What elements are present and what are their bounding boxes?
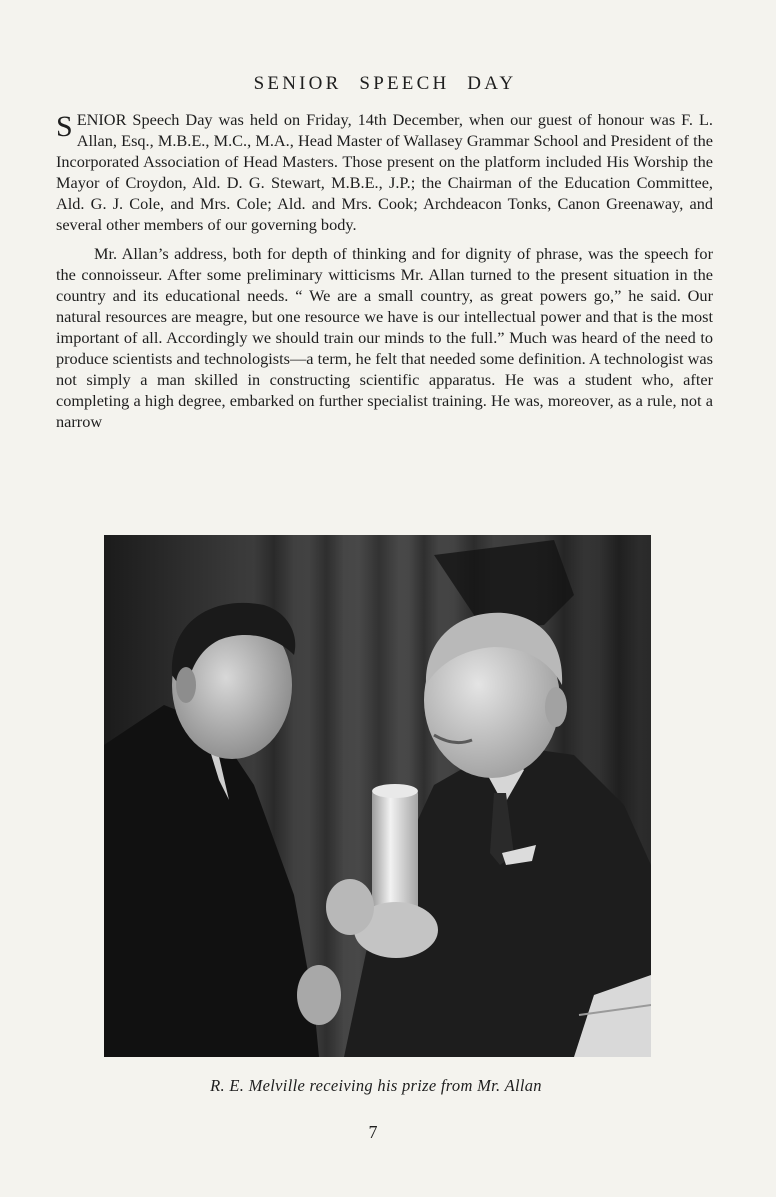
page-number: 7 [368,1122,378,1142]
paragraph-1-text: Speech Day was held on Friday, 14th December, when our guest of honour was F. L. Allan, Esq., M.B.E., M.C., M.A., Head Master of Wallasey Grammar School and President of the Incorporated Association of Head Masters. Those present on the platform included His Worship the Mayor of Croydon, Ald. D. G. Stewart, M.B.E., J.P.; the Chairman of the Education Committee, Ald. G. J. Cole, and Mrs. Cole; Ald. and Mrs. Cook; Archdeacon Tonks, Canon Greenaway, and several other members of our governing body. [56,110,713,234]
prize-photograph [104,535,651,1057]
paragraph-1 [56,110,713,235]
photo-caption: R. E. Melville receiving his prize from Mr. Allan [210,1076,542,1095]
paragraph-2: Mr. Allan’s address, both for depth of thinking and for dignity of phrase, was the speech for the connoisseur. After some preliminary witticisms Mr. Allan turned to the present situation in the country and its educational needs. “ We are a small country, as great powers go,” he said. Our natural resources are meagre, but one resource we have is our intellectual power and that is the most important of all. Accordingly we should train our minds to the full.” Much was heard of the need to produce scientists and technologists—a term, he felt that needed some definition. A technologist was not simply a man skilled in constructing scientific apparatus. He was a student who, after completing a high degree, embarked on further specialist training. He was, moreover, as a rule, not a narrow [56,244,713,431]
lead-word: ENIOR [76,110,127,129]
drop-cap: S [56,110,73,143]
article-body [56,110,713,433]
page-heading: SENIOR SPEECH DAY [253,73,517,94]
